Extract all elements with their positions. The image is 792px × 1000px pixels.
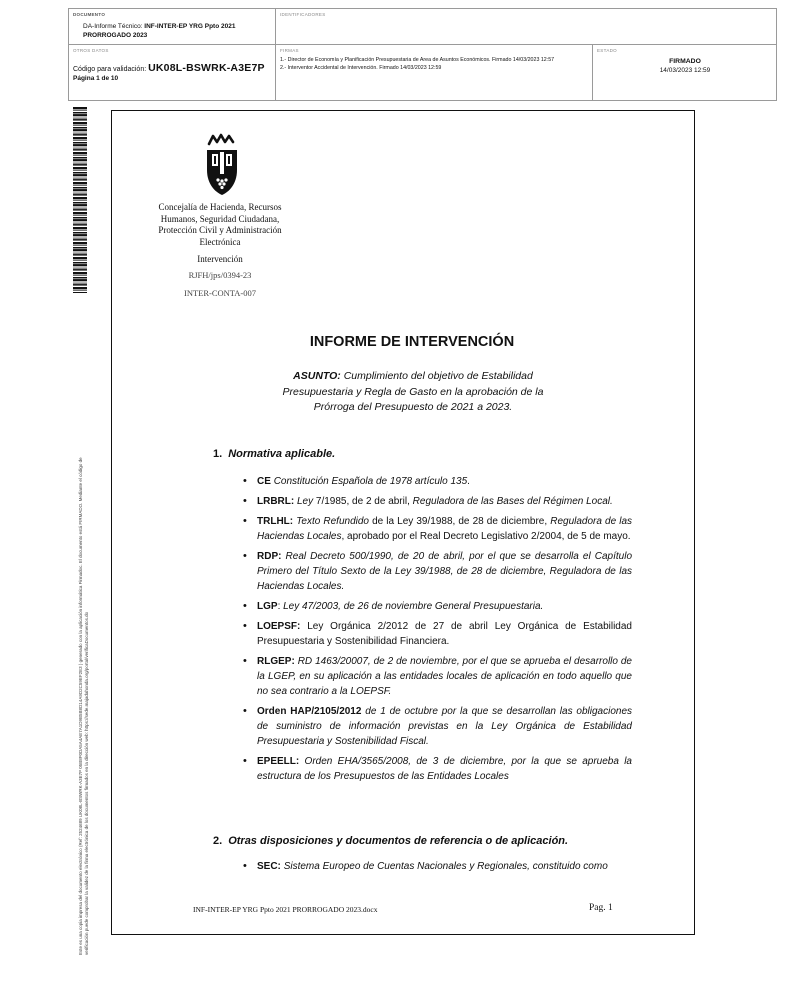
page-info: Página 1 de 10 bbox=[73, 75, 119, 82]
item-text: : bbox=[277, 601, 284, 612]
firma-1: 1.- Director de Economía y Planificación Presupuestaria de Area de Asuntos Económicos. Firmado 14/03/2023 12:57 bbox=[280, 57, 555, 63]
reference-code-1: RJFH/jps/0394-23 bbox=[188, 270, 252, 280]
section-2-number: 2. bbox=[213, 835, 223, 847]
item-italic-text: Reguladora de las Haciendas Locales bbox=[257, 516, 633, 542]
item-italic-text: Orden EHA/3565/2008, de 3 de diciembre, por la que se aprueba la estructura de los Presupuestos de las Entidades Locales bbox=[257, 756, 632, 782]
item-keyword: RDP: bbox=[257, 551, 282, 562]
section-heading-1 bbox=[213, 448, 335, 460]
asunto-label: ASUNTO: bbox=[293, 370, 341, 382]
list-item bbox=[243, 474, 632, 489]
side-verification-legend bbox=[78, 295, 89, 955]
item-italic-text: Real Decreto 500/1990, de 20 de abril, por el que se desarrolla el Capítulo Primero del Título Sexto de la Ley 39/1988, de 28 de diciembre, Reguladora de las Haciendas Locales. bbox=[257, 551, 633, 592]
firmas-cell bbox=[276, 45, 593, 101]
validation-line bbox=[73, 62, 265, 74]
doc-title-prefix: DA-Informe Técnico: bbox=[83, 23, 145, 30]
item-italic-text: Constitución Española de 1978 artículo 135 bbox=[273, 476, 468, 487]
side-legend-line-1: Este es una copia impresa del documento electrónico (Ref: 2524689 UK08L-BSWRK-A3E7P 05B8F0DA5A4AE7A1D9B5B8D14A9D2C59EF2E3 ) generado con la aplicación informática Firmadoc. El documento está FIRMADO. Mediante el código de bbox=[78, 457, 83, 955]
signature-header-table bbox=[68, 8, 777, 101]
item-keyword: EPEELL: bbox=[257, 756, 300, 767]
unit-name: Intervención bbox=[197, 254, 243, 264]
estado-value: FIRMADO bbox=[669, 58, 701, 65]
normativa-list bbox=[243, 474, 632, 789]
item-keyword: LRBRL: bbox=[257, 496, 295, 507]
item-text: , aprobado por el Real Decreto Legislativo 2/2004, de 5 de mayo. bbox=[341, 531, 631, 542]
item-italic-text: Texto Refundido bbox=[296, 516, 369, 527]
list-item bbox=[243, 704, 632, 749]
otros-datos-label: OTROS DATOS bbox=[73, 48, 109, 53]
section-1-title: Normativa aplicable. bbox=[228, 448, 336, 460]
side-legend-line-2: verificación puede comprobar la validez de la firma electrónica de los documentos firmados en la dirección web: https://sede.majadahonda.org/portal/verificaDocumentos.do bbox=[83, 611, 89, 955]
list-item bbox=[243, 494, 632, 509]
department-name: Concejalía de Hacienda, Recursos Humanos, Seguridad Ciudadana, Protección Civil y Administración Electrónica bbox=[158, 202, 282, 247]
list-item bbox=[243, 549, 632, 594]
item-italic-text: de 1 de octubre por la que se desarrollan las obligaciones de suministro de información previstas en la Ley Orgánica de Estabilidad Presupuestaria y Sostenibilidad Fiscal. bbox=[257, 706, 633, 747]
item-keyword: SEC: bbox=[257, 861, 281, 872]
firmas-label: FIRMAS bbox=[280, 48, 299, 53]
item-keyword: CE bbox=[257, 476, 271, 487]
otros-datos-cell bbox=[69, 45, 276, 101]
item-keyword: Orden HAP/2105/2012 bbox=[257, 706, 362, 717]
item-text: Ley Orgánica 2/2012 de 27 de abril Ley Orgánica de Estabilidad Presupuestaria y Sostenibilidad Financiera. bbox=[257, 621, 632, 647]
document-title-field bbox=[83, 23, 268, 40]
asunto-text: Cumplimiento del objetivo de Estabilidad Presupuestaria y Regla de Gasto en la aprobación de la Prórroga del Presupuesto de 2021 a 2023. bbox=[282, 370, 544, 413]
municipal-crest-logo bbox=[205, 132, 239, 196]
item-text: 7/1985, de 2 de abril, bbox=[313, 496, 413, 507]
estado-cell bbox=[593, 45, 777, 101]
list-item bbox=[243, 859, 632, 874]
otras-disposiciones-list bbox=[243, 859, 632, 879]
list-item bbox=[243, 599, 632, 614]
asunto-block bbox=[268, 369, 558, 416]
item-keyword: LOEPSF: bbox=[257, 621, 301, 632]
firma-2: 2.- Interventor Accidental de Intervención. Firmado 14/03/2023 12:59 bbox=[280, 65, 442, 71]
item-text: . bbox=[467, 476, 470, 487]
list-item bbox=[243, 514, 632, 544]
section-2-title: Otras disposiciones y documentos de referencia o de aplicación. bbox=[228, 835, 569, 847]
item-italic-text: Sistema Europeo de Cuentas Nacionales y Regionales, constituido como bbox=[283, 861, 608, 872]
item-italic-text: Reguladora de las Bases del Régimen Local. bbox=[412, 496, 613, 507]
validation-label: Código para validación: bbox=[73, 66, 149, 73]
item-keyword: RLGEP: bbox=[257, 656, 295, 667]
identificadores-label: IDENTIFICADORES bbox=[280, 12, 326, 17]
footer-filename: INF-INTER-EP YRG Ppto 2021 PRORROGADO 2023.docx bbox=[193, 905, 378, 914]
item-italic-text: Ley bbox=[297, 496, 314, 507]
document-title: INFORME DE INTERVENCIÓN bbox=[309, 334, 515, 350]
item-italic-text: RD 1463/20007, de 2 de noviembre, por el que se aprueba el desarrollo de la LGEP, en su aplicación a las entidades locales de aplicación en todo aquello que no sea contrario a la LOEPSF. bbox=[257, 656, 632, 697]
section-1-number: 1. bbox=[213, 448, 223, 460]
section-heading-2 bbox=[213, 835, 568, 847]
barcode-image bbox=[73, 107, 87, 293]
reference-code-2: INTER-CONTA-007 bbox=[183, 288, 257, 298]
list-item bbox=[243, 654, 632, 699]
estado-date: 14/03/2023 12:59 bbox=[659, 67, 711, 74]
item-keyword: LGP bbox=[257, 601, 278, 612]
identificadores-cell bbox=[276, 9, 777, 45]
documento-cell bbox=[69, 9, 276, 45]
doc-title-bold: INF-INTER-EP YRG Ppto 2021 PRORROGADO 2023 bbox=[83, 23, 236, 39]
list-item bbox=[243, 619, 632, 649]
item-text: de la Ley 39/1988, de 28 de diciembre, bbox=[368, 516, 551, 527]
footer-page-number: Pag. 1 bbox=[589, 903, 613, 913]
item-italic-text: Ley 47/2003, de 26 de noviembre General Presupuestaria. bbox=[283, 601, 544, 612]
estado-label: ESTADO bbox=[597, 48, 617, 53]
list-item bbox=[243, 754, 632, 784]
documento-label: DOCUMENTO bbox=[73, 12, 106, 17]
item-keyword: TRLHL: bbox=[257, 516, 294, 527]
validation-code[interactable]: UK08L-BSWRK-A3E7P bbox=[148, 62, 265, 74]
firmas-list bbox=[280, 56, 554, 72]
